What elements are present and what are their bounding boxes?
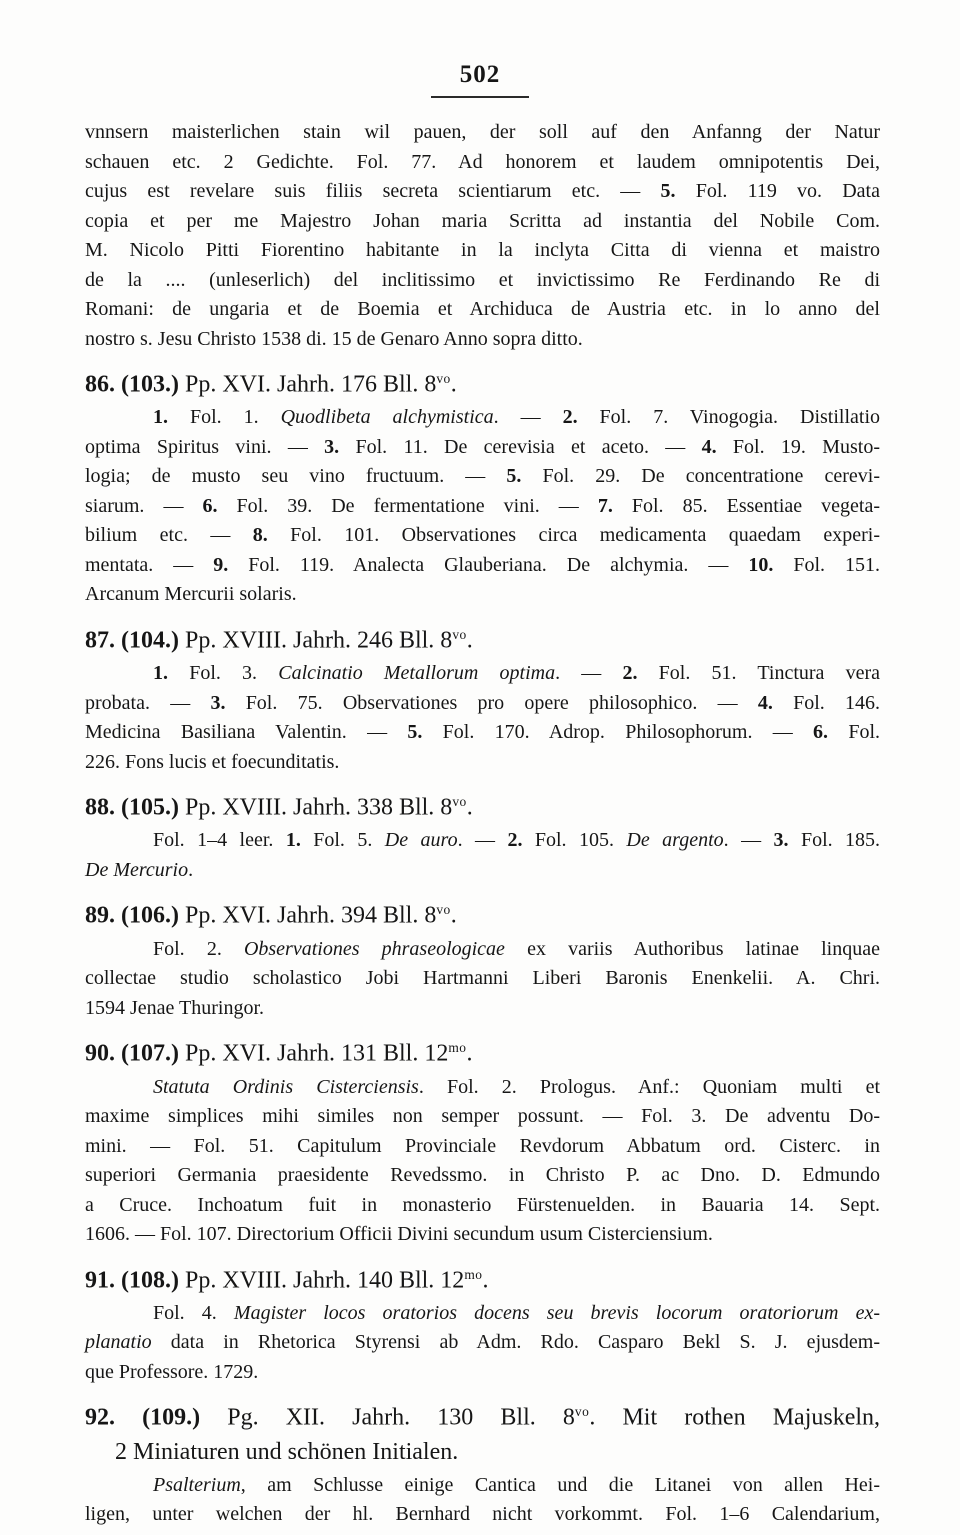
text-line: [85, 1435, 880, 1469]
text-span: a Cruce. Inchoatum fuit in monasterio Fürstenuelden. in Bauaria 14. Sept.: [85, 1193, 880, 1216]
text-line: [85, 1161, 880, 1191]
entry-91-heading: [85, 1258, 880, 1297]
text-span: Pp. XVIII. Jahrh. 338 Bll. 8: [178, 794, 453, 821]
text-span: .: [482, 1266, 489, 1293]
bold-text: 4.: [701, 435, 717, 458]
text-span: Fol. 3.: [168, 662, 279, 685]
text-span: maxime simplices mihi similes non semper possunt. — Fol. 3. De adventu Do-: [85, 1105, 880, 1128]
text-line: [85, 1500, 880, 1530]
text-line: [85, 433, 880, 463]
text-span: 2 Miniaturen und schönen Initialen.: [115, 1438, 459, 1465]
text-span: 1594 Jenae Thuringor.: [85, 996, 265, 1019]
bold-text: 2.: [507, 829, 523, 852]
bold-text: 91. (108.): [85, 1266, 179, 1293]
continuation-paragraph: [85, 118, 880, 354]
text-line: [85, 893, 880, 932]
italic-text: De argento: [626, 829, 724, 852]
text-span: optima Spiritus vini. —: [85, 435, 325, 458]
text-span: . —: [457, 829, 508, 852]
superscript-text: vo: [452, 794, 467, 810]
text-line: [85, 295, 880, 325]
text-span: cujus est revelare suis filiis secreta scientiarum etc. —: [85, 180, 661, 202]
text-span: Medicina Basiliana Valentin. —: [85, 721, 408, 744]
text-span: Pp. XVIII. Jahrh. 140 Bll. 12: [178, 1266, 465, 1293]
text-span: .: [450, 371, 457, 398]
text-span: superiori Germania praesidente Revedssmo. in Christo P. ac Dno. D. Edmundo: [85, 1164, 880, 1187]
entry-90-body: [85, 1073, 880, 1250]
text-span: Pp. XVI. Jahrh. 176 Bll. 8: [178, 371, 437, 398]
text-span: Fol. 151.: [773, 553, 880, 576]
bold-text: 89. (106.): [85, 902, 179, 929]
bold-text: 2.: [622, 662, 638, 685]
bold-text: 4.: [757, 691, 773, 714]
text-span: Fol. 185.: [788, 829, 881, 852]
page-header: [0, 0, 960, 98]
text-line: [85, 1328, 880, 1358]
text-span: . —: [555, 662, 623, 685]
italic-text: planatio: [85, 1331, 152, 1354]
text-span: Fol. 11. De cerevisia et aceto. —: [339, 435, 702, 458]
text-line: [85, 148, 880, 178]
bold-text: 5.: [407, 721, 423, 744]
superscript-text: mo: [464, 1266, 483, 1282]
text-span: . —: [493, 406, 563, 429]
page-number: 502: [459, 61, 501, 88]
text-line: [85, 826, 880, 856]
bold-text: 10.: [748, 553, 774, 576]
text-line: [85, 580, 880, 610]
entry-87-body: [85, 659, 880, 777]
text-span: Romani: de ungaria et de Boemia et Archiduca de Austria etc. in lo anno del: [85, 298, 880, 320]
text-span: ligen, unter welchen der hl. Bernhard nicht vorkommt. Fol. 1–6 Calendarium,: [85, 1503, 880, 1526]
text-line: [85, 1132, 880, 1162]
entry-92-heading: [85, 1395, 880, 1468]
bold-text: 8.: [252, 524, 268, 547]
bold-text: 9.: [213, 553, 229, 576]
bold-text: 6.: [813, 721, 829, 744]
text-line: [85, 785, 880, 824]
text-span: .: [466, 794, 473, 821]
text-span: Fol. 85. Essentiae vegeta-: [612, 494, 880, 517]
text-span: schauen etc. 2 Gedichte. Fol. 77. Ad honorem et laudem omnipotentis Dei,: [85, 150, 880, 173]
bold-text: 1.: [153, 406, 168, 429]
text-line: [85, 1031, 880, 1070]
entry-88-body: [85, 826, 880, 885]
bold-text: 3.: [210, 691, 226, 714]
text-line: [85, 1358, 880, 1388]
text-span: copia et per me Majestro Johan maria Scritta ad instantia del Nobile Com.: [85, 209, 880, 232]
entry-87-heading: [85, 618, 880, 657]
text-span: Arcanum Mercurii solaris.: [85, 583, 297, 606]
italic-text: De Mercurio: [85, 858, 189, 881]
text-span: que Professore. 1729.: [85, 1360, 259, 1383]
bold-text: 1.: [285, 829, 301, 852]
entry-88-heading: [85, 785, 880, 824]
text-line: [85, 325, 880, 355]
bold-text: 92. (109.): [85, 1404, 201, 1431]
entry-89-body: [85, 935, 880, 1024]
text-line: [85, 689, 880, 719]
text-span: .: [188, 858, 194, 881]
text-span: Fol. 119 vo. Data: [675, 180, 880, 202]
bold-text: 2.: [562, 406, 578, 429]
superscript-text: vo: [452, 626, 467, 642]
text-line: [85, 856, 880, 886]
text-span: Pp. XVIII. Jahrh. 246 Bll. 8: [178, 627, 453, 654]
text-line: [85, 492, 880, 522]
text-span: de la .... (unleserlich) del inclitissimo et invictissimo Re Ferdinando Re di: [85, 268, 880, 291]
text-line: [85, 1191, 880, 1221]
text-line: [85, 403, 880, 433]
text-line: [85, 748, 880, 778]
text-span: Fol. 146.: [772, 691, 880, 714]
text-span: bilium etc. —: [85, 524, 253, 547]
entry-89-heading: [85, 893, 880, 932]
text-span: Fol. 7. Vinogogia. Distillatio: [577, 406, 880, 429]
text-line: [85, 1073, 880, 1103]
text-span: ex variis Authoribus latinae linquae: [504, 937, 880, 960]
text-span: nostro s. Jesu Christo 1538 di. 15 de Genaro Anno sopra ditto.: [85, 327, 583, 350]
text-span: Fol. 75. Observationes pro opere philosophico. —: [225, 691, 758, 714]
text-span: siarum. —: [85, 494, 203, 517]
entry-91-body: [85, 1299, 880, 1388]
text-span: .: [466, 1040, 473, 1067]
text-span: Pp. XVI. Jahrh. 131 Bll. 12: [178, 1040, 449, 1067]
text-span: Fol. 2.: [153, 937, 244, 960]
text-span: mini. — Fol. 51. Capitulum Provinciale Revdorum Abbatum ord. Cisterc. in: [85, 1134, 880, 1157]
text-block: [85, 118, 880, 1530]
text-line: [85, 118, 880, 148]
text-line: [85, 362, 880, 401]
italic-text: Calcinatio Metallorum optima: [278, 662, 556, 685]
text-span: vnnsern maisterlichen stain wil pauen, der soll auf den Anfanng der Natur: [85, 121, 880, 143]
text-line: [85, 462, 880, 492]
bold-text: 6.: [202, 494, 218, 517]
bold-text: 7.: [597, 494, 613, 517]
italic-text: Observationes phraseologicae: [243, 937, 505, 960]
bold-text: 90. (107.): [85, 1040, 179, 1067]
text-span: Fol. 51. Tinctura vera: [637, 662, 881, 685]
text-span: Fol. 170. Adrop. Philosophorum. —: [422, 721, 814, 744]
text-line: [85, 551, 880, 581]
text-span: .: [466, 627, 473, 654]
bold-text: 3.: [773, 829, 789, 852]
text-span: logia; de musto seu vino fructuum. —: [85, 465, 507, 488]
text-line: [85, 659, 880, 689]
italic-text: Statuta Ordinis Cisterciensis: [153, 1075, 419, 1098]
bold-text: 87. (104.): [85, 627, 179, 654]
text-line: [85, 964, 880, 994]
entry-90-heading: [85, 1031, 880, 1070]
text-span: M. Nicolo Pitti Fiorentino habitante in la inclyta Citta di vienna et maistro: [85, 239, 880, 261]
text-span: Fol. 105.: [522, 829, 627, 852]
italic-text: De auro: [384, 829, 458, 852]
text-span: Fol.: [828, 721, 880, 744]
text-span: mentata. —: [85, 553, 214, 576]
text-line: [85, 718, 880, 748]
text-span: Fol. 5.: [300, 829, 385, 852]
text-span: , am Schlusse einige Cantica und die Litanei von allen Hei-: [240, 1473, 880, 1496]
text-line: [85, 266, 880, 296]
text-span: Fol. 39. De fermentatione vini. —: [217, 494, 598, 517]
text-span: Pg. XII. Jahrh. 130 Bll. 8: [200, 1404, 575, 1431]
superscript-text: vo: [574, 1404, 590, 1420]
text-line: [85, 935, 880, 965]
italic-text: Magister locos oratorios docens seu brevis locorum oratoriorum ex-: [233, 1301, 880, 1324]
superscript-text: vo: [436, 902, 451, 918]
text-span: 1606. — Fol. 107. Directorium Officii Divini secundum usum Cisterciensium.: [85, 1223, 713, 1246]
entry-92-body: [85, 1471, 880, 1530]
text-span: Pp. XVI. Jahrh. 394 Bll. 8: [178, 902, 437, 929]
text-span: Fol. 119. Analecta Glauberiana. De alchymia. —: [228, 553, 749, 576]
text-line: [85, 1299, 880, 1329]
entry-86-body: [85, 403, 880, 610]
text-span: .: [450, 902, 457, 929]
italic-text: Psalterium: [153, 1473, 241, 1496]
entry-86-heading: [85, 362, 880, 401]
bold-text: 5.: [506, 465, 522, 488]
superscript-text: vo: [436, 371, 451, 386]
text-span: probata. —: [85, 691, 211, 714]
bold-text: 86. (103.): [85, 371, 179, 398]
text-span: Fol. 4.: [153, 1301, 234, 1324]
bold-text: 1.: [153, 662, 168, 685]
text-line: [85, 521, 880, 551]
text-span: collectae studio scholastico Jobi Hartmanni Liberi Baronis Enenkelii. A. Chri.: [85, 967, 880, 990]
superscript-text: mo: [448, 1040, 467, 1056]
bold-text: 88. (105.): [85, 794, 179, 821]
header-rule: [431, 96, 529, 98]
text-line: [85, 236, 880, 266]
italic-text: Quodlibeta alchymistica: [280, 406, 494, 429]
text-line: [85, 207, 880, 237]
text-line: [85, 1471, 880, 1501]
text-span: . Fol. 2. Prologus. Anf.: Quoniam multi et: [418, 1075, 881, 1098]
text-line: [85, 1102, 880, 1132]
text-line: [85, 618, 880, 657]
text-span: Fol. 101. Observationes circa medicamenta quaedam experi-: [267, 524, 880, 547]
text-line: [85, 177, 880, 207]
text-span: Fol. 29. De concentratione cerevi-: [521, 465, 880, 488]
text-line: [85, 1220, 880, 1250]
text-line: [85, 1258, 880, 1297]
text-line: [85, 1395, 880, 1434]
text-span: . —: [723, 829, 774, 852]
text-span: . Mit rothen Majuskeln,: [589, 1404, 881, 1431]
text-span: Fol. 19. Musto-: [716, 435, 880, 458]
bold-text: 3.: [324, 435, 340, 458]
text-span: data in Rhetorica Styrensi ab Adm. Rdo. Casparo Bekl S. J. ejusdem-: [151, 1331, 880, 1354]
text-span: Fol. 1.: [168, 406, 281, 429]
text-span: Fol. 1–4 leer.: [153, 829, 286, 852]
text-span: 226. Fons lucis et foecunditatis.: [85, 750, 340, 773]
text-line: [85, 994, 880, 1024]
bold-text: 5.: [660, 180, 676, 202]
